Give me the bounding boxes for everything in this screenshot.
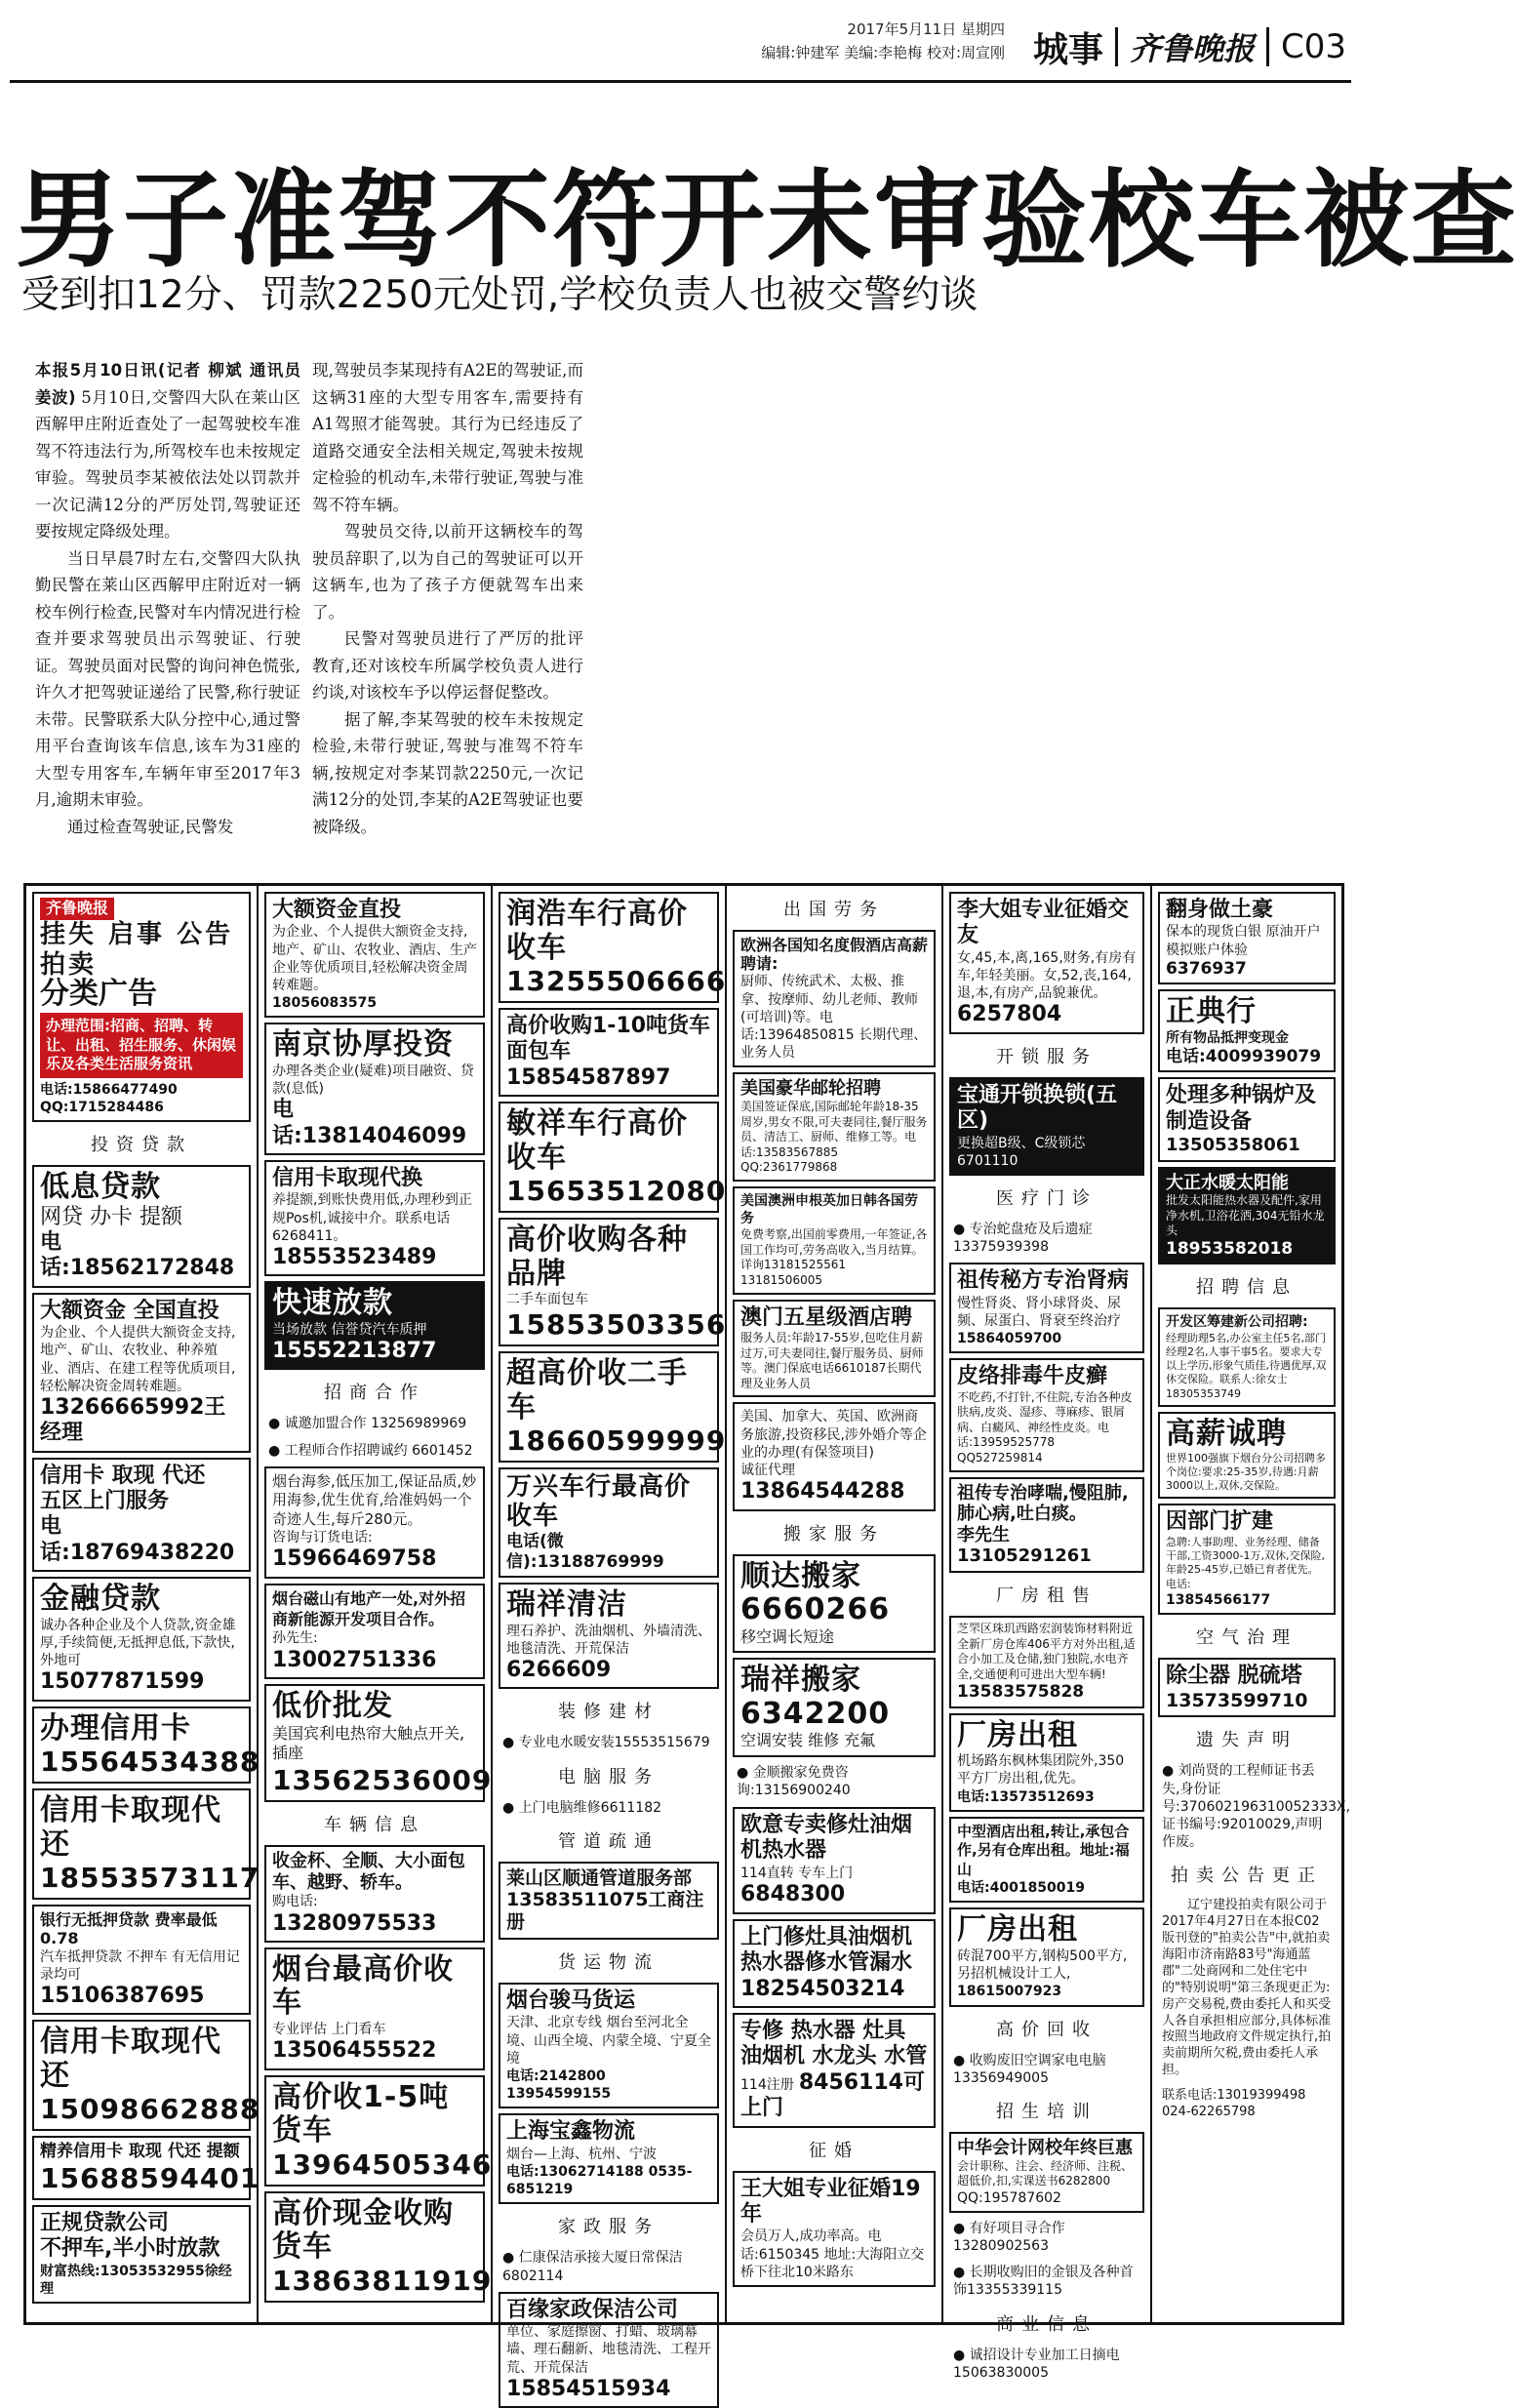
line-ad: ● 工程师合作招聘诚约 6601452 — [264, 1440, 485, 1462]
classified-ad: 低息贷款 网贷 办卡 提额 电话:18562172848 — [32, 1165, 251, 1288]
article-byline: 本报5月10日讯(记者 柳斌 通讯员 姜波) — [35, 361, 300, 407]
classified-ad: 正规贷款公司 不押车,半小时放款 财富热线:13053532955徐经理 — [32, 2205, 251, 2304]
line-ad: ● 长期收购旧的金银及各种首饰13355339115 — [949, 2262, 1144, 2301]
line-ad: ● 诚招设计专业加工日摘电15063830005 — [949, 2345, 1144, 2384]
classified-ad: 祖传专治哮喘,慢阻肺,肺心病,吐白痰。 李先生13105291261 — [949, 1477, 1144, 1573]
classified-ad: 高价收1-5吨货车 13964505346 — [264, 2075, 485, 2187]
classified-ad: 烟台最高价收车 专业评估 上门看车 13506455522 — [264, 1947, 485, 2070]
classified-ad: 翻身做土豪 保本的现货白银 原油开户 模拟账户体验 6376937 — [1158, 892, 1336, 984]
classified-ad: 大正水暖太阳能 批发太阳能热水器及配件,家用净水机,卫浴花洒,304无铅水龙头 18953582018 — [1158, 1167, 1336, 1265]
section-heading: 医疗门诊 — [996, 1187, 1098, 1209]
classified-ads — [23, 883, 1351, 2401]
classified-ad: 低价批发 美国宾利电热帘大触点开关,插座 13562536009 — [264, 1684, 485, 1802]
paper-name: 齐鲁晚报 — [1129, 30, 1255, 67]
classified-ad: 开发区筹建新公司招聘: 经理助理5名,办公室主任5名,部门经理2名,人事干事5名。要求大专以上学历,形象气质佳,待遇优厚,双休交保险。联系人:徐女士 18305353749 — [1158, 1307, 1336, 1407]
section-heading: 商业信息 — [996, 2313, 1098, 2335]
classified-ad: 瑞祥清洁 理石养护、洗油烟机、外墙清洗、地毯清洗、开荒保洁 6266609 — [499, 1583, 719, 1689]
classified-ad: 南京协厚投资 办理各类企业(疑难)项目融资、贷款(息低) 电话:13814046099 — [264, 1023, 485, 1155]
classified-ad: 王大姐专业征婚19年 会员万人,成功率高。电话:6150345 地址:大海阳立交桥下往北10米路东 — [733, 2171, 936, 2287]
section-heading: 招生培训 — [996, 2101, 1098, 2122]
section-heading: 投资贷款 — [91, 1135, 192, 1156]
classified-ad: 宝通开锁换锁(五区) 更换超B级、C级锁芯6701110 — [949, 1077, 1144, 1176]
section-heading: 管道疏通 — [558, 1830, 659, 1852]
classified-ad: 厂房出租 砖混700平方,钢构500平方,另招机械设计工人, 18615007923 — [949, 1907, 1144, 2006]
article-column-2 — [312, 357, 583, 840]
classified-ad: 上海宝鑫物流 烟台—上海、杭州、宁波 电话:13062714188 0535-6851219 — [499, 2113, 719, 2204]
classified-ad: 大额资金 全国直投 为企业、个人提供大额资金支持,地产、矿山、农牧业、种养殖业、酒店、在建工程等优质项目,轻松解决资金周转难题。 13266665992王经理 — [32, 1293, 251, 1453]
classified-ad: 瑞祥搬家 6342200 空调安装 维修 充氟 — [733, 1658, 936, 1757]
classified-ad: 精养信用卡 取现 代还 提额 15688594401 — [32, 2136, 251, 2199]
article-paragraph: 民警对驾驶员进行了严厉的批评教育,还对该校车所属学校负责人进行约谈,对该校车予以停运督促整改。 — [312, 629, 583, 702]
article-column-1 — [35, 357, 300, 840]
classified-ad: 润浩车行高价收车 13255506666 — [499, 892, 719, 1003]
article-paragraph: 现,驾驶员李某现持有A2E的驾驶证,而这辆31座的大型专用客车,需要持有A1驾照才能驾驶。其行为已经违反了道路交通安全法相关规定,驾驶未按规定检验的机动车,未带行驶证,驾驶与准驾不符车辆。 — [312, 361, 583, 514]
line-ad: ● 专治蛇盘疮及后遗症13375939398 — [949, 1219, 1144, 1258]
line-ad: ● 诚邀加盟合作 13256989969 — [264, 1413, 485, 1434]
header-meta — [673, 18, 1005, 64]
ads-column-1 — [26, 886, 259, 2322]
classified-ad: 除尘器 脱硫塔 13573599710 — [1158, 1658, 1336, 1717]
classified-ad: 因部门扩建 急聘:人事助理、业务经理、储备干部,工资3000-1万,双休,交保险,年龄25-45岁,已婚已育者优先。电话: 13854566177 — [1158, 1504, 1336, 1615]
classified-ad: 万兴车行最高价收车 电话(微信):13188769999 — [499, 1467, 719, 1578]
lost-notice: ● 刘尚贤的工程师证书丢失,身份证号:370602196310052333X,证书编号:92010029,声明作废。 — [1158, 1760, 1336, 1853]
brand-fen: 分类广告 — [40, 977, 157, 1012]
section-heading: 搬家服务 — [783, 1523, 885, 1545]
section-heading: 招商合作 — [324, 1383, 425, 1404]
article-paragraph: 本报5月10日讯(记者 柳斌 通讯员 姜波) 5月10日,交警四大队在莱山区西解甲庄附近查处了一起驾驶校车准驾不符违法行为,所驾校车也未按规定审验。驾驶员李某被依法处以罚款并一次记满12分的严厉处罚,驾驶证还要按规定降级处理。 — [35, 361, 300, 541]
classified-ad: 烟台磁山有地产一处,对外招商新能源开发项目合作。 孙先生: 13002751336 — [264, 1584, 485, 1679]
subhead: 受到扣12分、罚款2250元处罚,学校负责人也被交警约谈 — [21, 273, 979, 317]
classified-ad: 高价现金收购货车 13863811919 — [264, 2191, 485, 2303]
editors-line: 编辑:钟建军 美编:李艳梅 校对:周宣刚 — [761, 44, 1005, 61]
classified-ad: 收金杯、全顺、大小面包车、越野、轿车。 购电话: 13280975533 — [264, 1845, 485, 1943]
classified-ad: 银行无抵押贷款 费率最低0.78 汽车抵押贷款 不押车 有无信用记录均可 15106387695 — [32, 1905, 251, 2015]
page-number: C03 — [1280, 27, 1346, 66]
classified-ad: 超高价收二手车 18660599999 — [499, 1351, 719, 1463]
line-ad: ● 有好项目寻合作13280902563 — [949, 2218, 1144, 2257]
classified-ad: 芝罘区珠玑西路宏润装饰材料附近全新厂房仓库406平方对外出租,适合小加工及仓储,独门独院,水电齐全,交通便利可进出大型车辆! 13583575828 — [949, 1616, 1144, 1708]
ads-column-5 — [943, 886, 1152, 2381]
classified-ad: 敏祥车行高价收车 15653512080 — [499, 1102, 719, 1213]
classified-ad: 处理多种锅炉及制造设备 13505358061 — [1158, 1077, 1336, 1161]
classified-ad: 皮络排毒牛皮癣 不吃药,不打针,不住院,专治各种皮肤病,皮炎、湿疹、荨麻疹、银屑病、白癜风、神经性皮炎。电话:13959525778 QQ527259814 — [949, 1358, 1144, 1471]
section-heading: 开锁服务 — [996, 1046, 1098, 1067]
classified-ad: 信用卡 取现 代还 五区上门服务 电话:18769438220 — [32, 1458, 251, 1573]
classified-ad: 厂房出租 机场路东枫林集团院外,350平方厂房出租,优先。 电话:13573512693 — [949, 1713, 1144, 1812]
classified-ad: 百缘家政保洁公司 单位、家庭擦窗、打蜡、玻璃幕墙、理石翻新、地毯清洗、工程开荒、开荒保洁 15854515934 — [499, 2292, 719, 2408]
article-paragraph: 当日早晨7时左右,交警四大队执勤民警在莱山区西解甲庄附近对一辆校车例行检查,民警对车内情况进行检查并要求驾驶员出示驾驶证、行驶证。驾驶员面对民警的询问神色慌张,许久才把驾驶证递给了民警,称行驶证未带。民警联系大队分控中心,通过警用平台查询该车信息,该车为31座的大型专用客车,车辆年审至2017年3月,逾期未审验。 — [35, 548, 300, 809]
section-heading: 招聘信息 — [1196, 1277, 1298, 1299]
classified-ad: 中华会计网校年终巨惠 会计职称、注会、经济师、注税、超低价,扣,实课送书6282800 QQ:195787602 — [949, 2132, 1144, 2213]
section-heading: 遗失声明 — [1196, 1730, 1298, 1751]
section-heading: 电脑服务 — [558, 1766, 659, 1787]
classified-ad: 美国豪华邮轮招聘 美国签证保底,国际邮轮年龄18-35周岁,男女不限,可夫妻同往,餐厅服务员、清洁工、厨师、维修工等。电话:13583567885 QQ:2361779868 — [733, 1072, 936, 1182]
brand-contact: 电话:15866477490 QQ:1715284486 — [40, 1081, 178, 1115]
classified-ad: 信用卡取现代还 15098662888 — [32, 2020, 251, 2131]
classified-ad: 信用卡取现代换 养提额,到账快费用低,办理秒到正规Pos机,诚接中介。联系电话6268411。 18553523489 — [264, 1160, 485, 1276]
section-heading: 拍卖公告更正 — [1171, 1866, 1323, 1887]
line-ad: ● 专业电水暖安装15553515679 — [499, 1732, 719, 1753]
classified-ad: 祖传秘方专治肾病 慢性肾炎、肾小球肾炎、尿频、尿蛋白、肾衰至终治疗 15864059700 — [949, 1263, 1144, 1353]
classified-ad: 美国澳洲申根英加日韩各国劳务 免费考察,出国前零费用,一年签证,各国工作均可,劳务高收入,当月结算。详询13181525561 13181506005 — [733, 1186, 936, 1295]
ads-column-2 — [259, 886, 493, 2322]
classified-ad: 莱山区顺通管道服务部 13583511075工商注册 — [499, 1862, 719, 1940]
classified-ad: 办理信用卡 15564534388 — [32, 1706, 251, 1785]
classified-ad: 快速放款 当场放款 信誉贷汽车质押 15552213877 — [264, 1281, 485, 1370]
header-divider — [1115, 27, 1118, 66]
classified-ad: 烟台骏马货运 天津、北京专线 烟台至河北全境、山西全境、内蒙全境、宁夏全境 电话:2142800 13954599155 — [499, 1983, 719, 2108]
section-heading: 车辆信息 — [324, 1815, 425, 1836]
line-ad: ● 收购废旧空调家电电脑13356949005 — [949, 2050, 1144, 2089]
section-name: 城事 — [1032, 29, 1103, 70]
paper-logo: 齐鲁晚报 — [40, 898, 114, 920]
classified-ad: 高价收购1-10吨货车面包车 15854587897 — [499, 1008, 719, 1097]
date-line: 2017年5月11日 星期四 — [847, 20, 1005, 38]
section-heading: 征婚 — [809, 2140, 859, 2161]
classified-ad: 欧意专卖修灶油烟机热水器 114直转 专车上门 6848300 — [733, 1807, 936, 1914]
classified-ad: 澳门五星级酒店聘 服务人员:年龄17-55岁,包吃住月薪过万,可夫妻同往,餐厅服务员、厨师等。澳门保底电话6610187长期代理及业务人员 — [733, 1300, 936, 1398]
classified-ad: 中型酒店出租,转让,承包合作,另有仓库出租。地址:福山 电话:4001850019 — [949, 1817, 1144, 1904]
section-heading: 高价回收 — [996, 2019, 1098, 2040]
section-heading: 家政服务 — [558, 2217, 659, 2238]
auction-contact: 联系电话:13019399498 024-62265798 — [1162, 2088, 1306, 2120]
classified-ad: 高价收购各种品牌 二手车面包车 15853503356 — [499, 1218, 719, 1346]
classified-ad: 李大姐专业征婚交友 女,45,本,离,165,财务,有房有车,年轻美丽。女,52,丧,164,退,本,有房产,品貌兼优。 6257804 — [949, 892, 1144, 1034]
brand-scope: 办理范围:招商、招聘、转让、出租、招生服务、休闲娱乐及各类生活服务资讯 — [40, 1013, 243, 1078]
header-rule — [10, 80, 1351, 83]
classified-ad: 高薪诚聘 世界100强旗下烟台分公司招聘多个岗位:要求:25-35岁,待遇:月薪3000以上,双休,交保险。 — [1158, 1412, 1336, 1499]
ads-column-3 — [493, 886, 727, 2401]
classified-ad: 信用卡取现代还 18553573117 — [32, 1788, 251, 1900]
classified-ad: 欧洲各国知名度假酒店高薪聘请: 厨师、传统武术、太极、推拿、按摩师、幼儿老师、教师(可培训)等。电话:13964850815 长期代理、业务人员 — [733, 930, 936, 1067]
brand-ad — [32, 892, 251, 1122]
article-paragraph: 驾驶员交待,以前开这辆校车的驾驶员辞职了,以为自己的驾驶证可以开这辆车,也为了孩子方便就驾车出来了。 — [312, 522, 583, 622]
section-heading: 空气治理 — [1196, 1627, 1298, 1649]
classified-ad: 大额资金直投 为企业、个人提供大额资金支持,地产、矿山、农牧业、酒店、生产企业等优质项目,轻松解决资金周转难题。 18056083575 — [264, 892, 485, 1018]
section-heading: 货运物流 — [558, 1952, 659, 1974]
classified-ad: 正典行 所有物品抵押变现金 电话:4009939079 — [1158, 989, 1336, 1072]
brand-title: 挂失 启事 公告 拍卖 — [40, 919, 234, 980]
classified-ad: 烟台海参,低压加工,保证品质,妙用海参,优生优育,给准妈妈一个奇迹人生,每斤280元。 咨询与订货电话: 15966469758 — [264, 1466, 485, 1579]
ads-column-6 — [1152, 886, 1351, 2322]
classified-ad: 金融贷款 诚办各种企业及个人贷款,资金雄厚,手续简便,无抵押息低,下款快,外地可 15077871599 — [32, 1577, 251, 1701]
line-ad: ● 金顺搬家免费咨询:13156900240 — [733, 1762, 936, 1801]
article-paragraph: 通过检查驾驶证,民警发 — [67, 817, 234, 836]
classified-ad: 美国、加拿大、英国、欧洲商务旅游,投资移民,涉外婚介等企业的办理(有保签项目) 诚征代理 13864544288 — [733, 1402, 936, 1510]
line-ad: ● 上门电脑维修6611182 — [499, 1797, 719, 1819]
header-divider — [1266, 27, 1269, 66]
article-paragraph: 据了解,李某驾驶的校车未按规定检验,未带行驶证,驾驶与准驾不符车辆,按规定对李某罚款2250元,一次记满12分的处罚,李某的A2E驾驶证也要被降级。 — [312, 709, 583, 836]
classified-ad: 上门修灶具油烟机热水器修水管漏水 18254503214 — [733, 1919, 936, 2008]
section-heading: 装修建材 — [558, 1702, 659, 1723]
section-heading: 出国劳务 — [783, 900, 885, 920]
line-ad: ● 仁康保洁承接大厦日常保洁6802114 — [499, 2247, 719, 2286]
headline: 男子准驾不符开未审验校车被查 — [16, 160, 1518, 282]
header-right — [1019, 21, 1346, 72]
auction-notice: 辽宁建投拍卖有限公司于2017年4月27日在本报C02版刊登的"拍卖公告"中,就拍卖海阳市济南路83号"海通蓝郡"二处商网和二处住宅中的"特别说明"第三条现更正为:房产交易税,费由委托人和买受人各自承担相应部分,具体标准按照当地政府文件规定执行,拍卖前期所欠税,费由委托人承担。 — [1162, 1898, 1332, 2078]
section-heading: 厂房租售 — [996, 1585, 1098, 1606]
classified-ad: 顺达搬家 6660266 移空调长短途 — [733, 1554, 936, 1654]
ads-column-4 — [727, 886, 943, 2322]
classified-ad: 专修 热水器 灶具 油烟机 水龙头 水管 114注册 8456114可上门 — [733, 2013, 936, 2128]
